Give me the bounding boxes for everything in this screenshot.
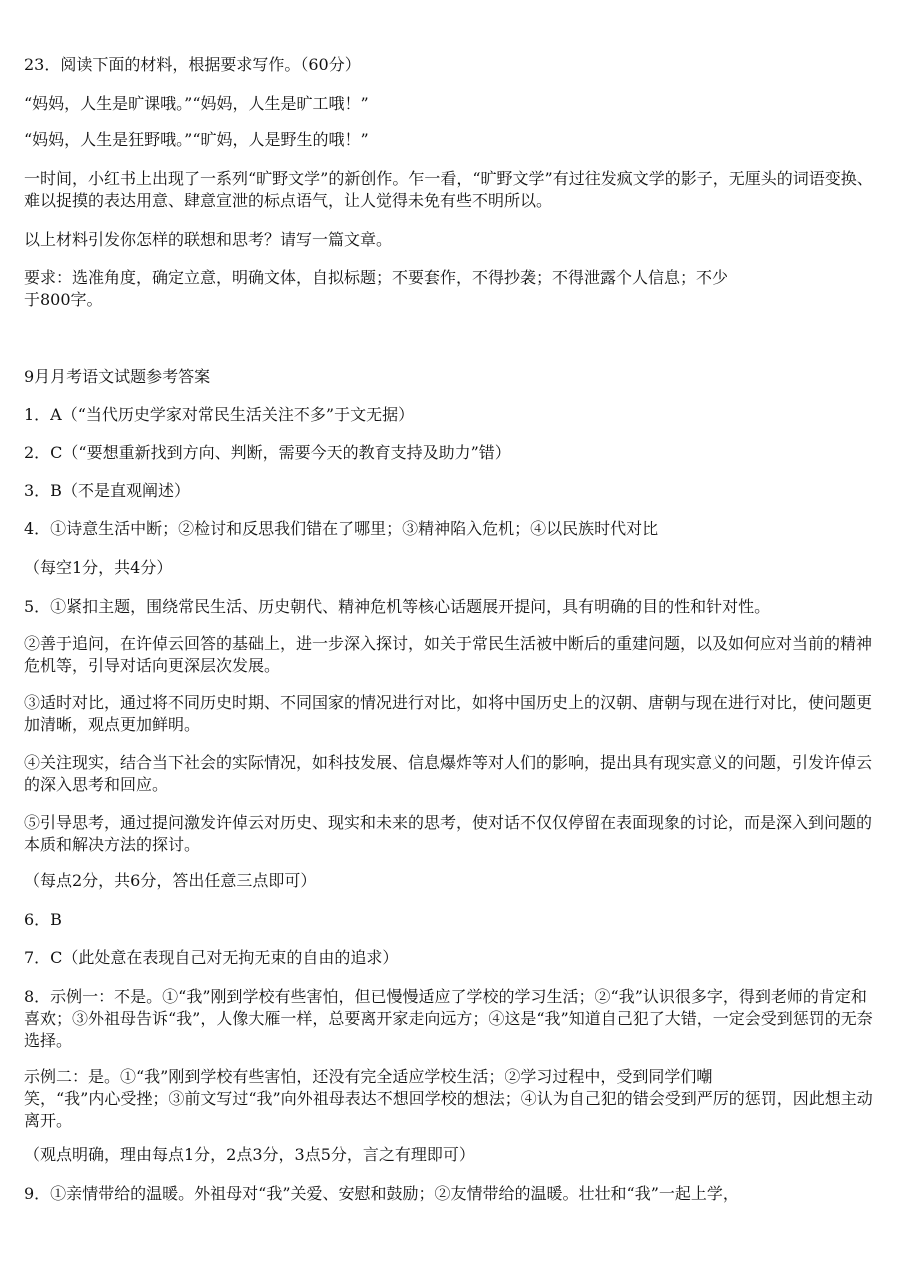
writing-requirements: 要求：选准角度，确定立意，明确文体，自拟标题；不要套作，不得抄袭；不得泄露个人信息；不少 于800字。 [24,268,729,309]
material-quote-1: “妈妈，人生是旷课哦。”“妈妈，人生是旷工哦！” [24,94,369,113]
answer-4-scoring: （每空1分，共4分） [24,558,173,577]
answer-2: 2．C（“要想重新找到方向、判断，需要今天的教育支持及助力”错） [24,443,511,462]
answer-4: 4．①诗意生活中断；②检讨和反思我们错在了哪里；③精神陷入危机；④以民族时代对比 [24,519,659,538]
answer-8-scoring: （观点明确，理由每点1分，2点3分，3点5分，言之有理即可） [24,1145,475,1164]
material-quote-2: “妈妈，人生是狂野哦。”“旷妈，人是野生的哦！” [24,130,369,149]
answer-5-point-5: ⑤引导思考，通过提问激发许倬云对历史、现实和未来的思考，使对话不仅仅停留在表面现象的讨论，而是深入到问题的本质和解决方法的探讨。 [24,813,873,854]
question-23-heading: 23．阅读下面的材料，根据要求写作。（60分） [24,55,361,74]
answer-5-point-3: ③适时对比，通过将不同历史时期、不同国家的情况进行对比，如将中国历史上的汉朝、唐朝与现在进行对比，使问题更加清晰，观点更加鲜明。 [24,693,873,734]
writing-prompt: 以上材料引发你怎样的联想和思考？请写一篇文章。 [24,230,393,249]
answer-key-title: 9月月考语文试题参考答案 [24,367,211,386]
answer-7: 7．C（此处意在表现自己对无拘无束的自由的追求） [24,948,399,967]
answer-6: 6．B [24,910,62,929]
answer-3: 3．B（不是直观阐述） [24,481,190,500]
answer-5-point-2: ②善于追问，在许倬云回答的基础上，进一步深入探讨，如关于常民生活被中断后的重建问题，以及如何应对当前的精神危机等，引导对话向更深层次发展。 [24,634,873,675]
answer-5-scoring: （每点2分，共6分，答出任意三点即可） [24,871,317,890]
answer-9: 9．①亲情带给的温暖。外祖母对“我”关爱、安慰和鼓励；②友情带给的温暖。壮壮和“我”一起上学， [24,1184,739,1203]
answer-8-example-2: 示例二：是。①“我”刚到学校有些害怕，还没有完全适应学校生活；②学习过程中，受到同学们嘲 笑，“我”内心受挫；③前文写过“我”向外祖母表达不想回学校的想法；④认为自己犯的错会受到严厉的惩罚，因此想主动离开。 [24,1067,873,1130]
answer-5-point-1: 5．①紧扣主题，围绕常民生活、历史朝代、精神危机等核心话题展开提问，具有明确的目的性和针对性。 [24,597,771,616]
material-paragraph: 一时间，小红书上出现了一系列“旷野文学”的新创作。乍一看，“旷野文学”有过往发疯文学的影子，无厘头的词语变换、难以捉摸的表达用意、肆意宣泄的标点语气，让人觉得未免有些不明所以。 [24,169,873,210]
answer-1: 1．A（“当代历史学家对常民生活关注不多”于文无据） [24,405,415,424]
answer-8-example-1: 8．示例一：不是。①“我”刚到学校有些害怕，但已慢慢适应了学校的学习生活；②“我”认识很多字，得到老师的肯定和喜欢；③外祖母告诉“我”，人像大雁一样，总要离开家走向远方；④这是“我”知道自己犯了大错，一定会受到惩罚的无奈选择。 [24,987,873,1050]
answer-5-point-4: ④关注现实，结合当下社会的实际情况，如科技发展、信息爆炸等对人们的影响，提出具有现实意义的问题，引发许倬云的深入思考和回应。 [24,753,873,794]
